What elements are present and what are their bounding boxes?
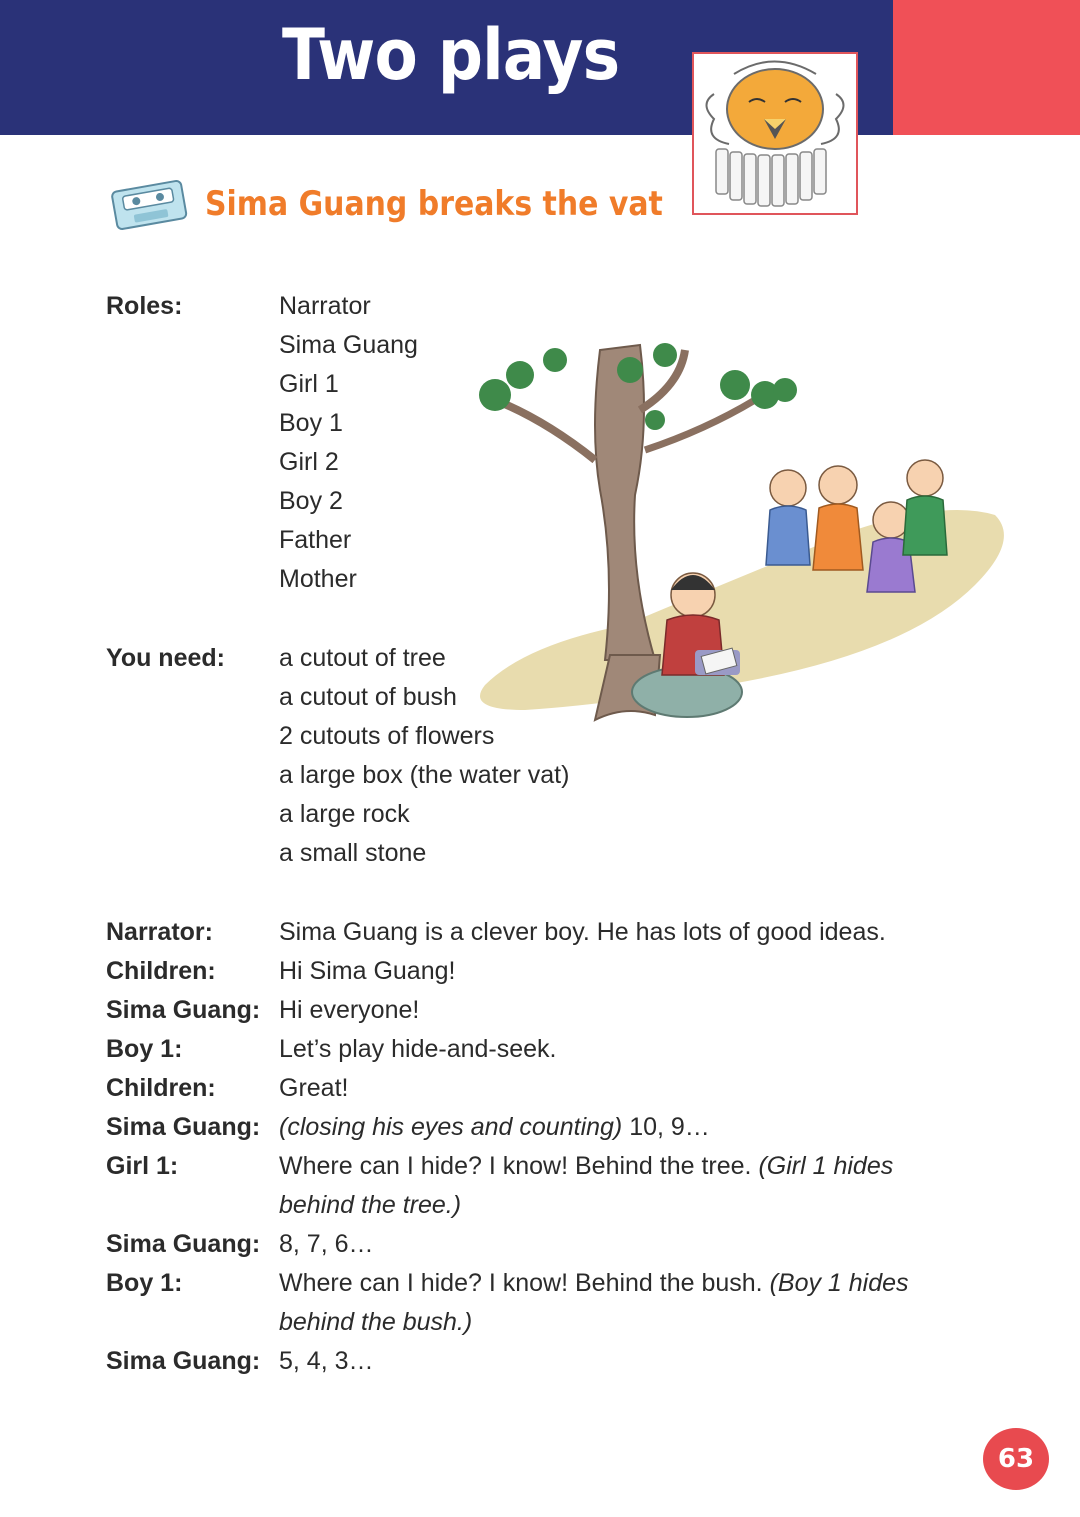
speaker-label: Children: xyxy=(106,957,216,985)
you-need-label: You need: xyxy=(106,644,225,672)
speaker-label: Sima Guang: xyxy=(106,1347,261,1375)
dialogue-line xyxy=(279,1269,909,1298)
dialogue-line xyxy=(279,1191,461,1220)
dialogue-line: Great! xyxy=(279,1074,349,1102)
role-item: Boy 1 xyxy=(279,409,343,437)
prop-item: a cutout of tree xyxy=(279,644,446,672)
page-title: Two plays xyxy=(282,14,620,96)
speaker-label: Boy 1: xyxy=(106,1269,183,1297)
stage-direction: behind the bush.) xyxy=(279,1308,473,1336)
prop-item: a small stone xyxy=(279,839,427,867)
role-item: Mother xyxy=(279,565,357,593)
cassette-tape-icon xyxy=(110,178,188,230)
dialogue-line: 8, 7, 6… xyxy=(279,1230,374,1258)
speaker-label: Narrator: xyxy=(106,918,213,946)
story-illustration xyxy=(455,340,1015,760)
speaker-label: Boy 1: xyxy=(106,1035,183,1063)
prop-item: a large box (the water vat) xyxy=(279,761,570,789)
dialogue-line: Hi Sima Guang! xyxy=(279,957,456,985)
dialogue-text: 10, 9… xyxy=(622,1113,710,1141)
speaker-label: Sima Guang: xyxy=(106,996,261,1024)
role-item: Father xyxy=(279,526,352,554)
prop-item: 2 cutouts of flowers xyxy=(279,722,495,750)
prop-item: a cutout of bush xyxy=(279,683,457,711)
role-item: Girl 2 xyxy=(279,448,339,476)
dialogue-text: Where can I hide? I know! Behind the tree. xyxy=(279,1152,759,1180)
stage-direction: (Boy 1 hides xyxy=(769,1269,909,1297)
dialogue-line: Let’s play hide-and-seek. xyxy=(279,1035,557,1063)
header-accent xyxy=(893,0,1080,135)
page-number: 63 xyxy=(983,1428,1049,1490)
dialogue-line xyxy=(279,1152,893,1181)
lion-face-icon xyxy=(694,54,856,213)
prop-item: a large rock xyxy=(279,800,410,828)
dialogue-line xyxy=(279,1308,472,1337)
speaker-label: Girl 1: xyxy=(106,1152,179,1180)
role-item: Sima Guang xyxy=(279,331,418,359)
speaker-label: Sima Guang: xyxy=(106,1113,261,1141)
stage-direction: (Girl 1 hides xyxy=(758,1152,894,1180)
role-item: Boy 2 xyxy=(279,487,343,515)
section-title: Sima Guang breaks the vat xyxy=(205,184,663,224)
dialogue-line: Hi everyone! xyxy=(279,996,420,1024)
speaker-label: Children: xyxy=(106,1074,216,1102)
dialogue-line: Sima Guang is a clever boy. He has lots of good ideas. xyxy=(279,918,886,946)
role-item: Narrator xyxy=(279,292,371,320)
role-item: Girl 1 xyxy=(279,370,339,398)
dialogue-text: Where can I hide? I know! Behind the bush. xyxy=(279,1269,770,1297)
dialogue-line: 5, 4, 3… xyxy=(279,1347,374,1375)
dialogue-line xyxy=(279,1113,710,1142)
stage-direction: (closing his eyes and counting) xyxy=(279,1113,623,1141)
speaker-label: Sima Guang: xyxy=(106,1230,261,1258)
stage-direction: behind the tree.) xyxy=(279,1191,462,1219)
lion-mascot-image xyxy=(692,52,858,215)
roles-label: Roles: xyxy=(106,292,183,320)
